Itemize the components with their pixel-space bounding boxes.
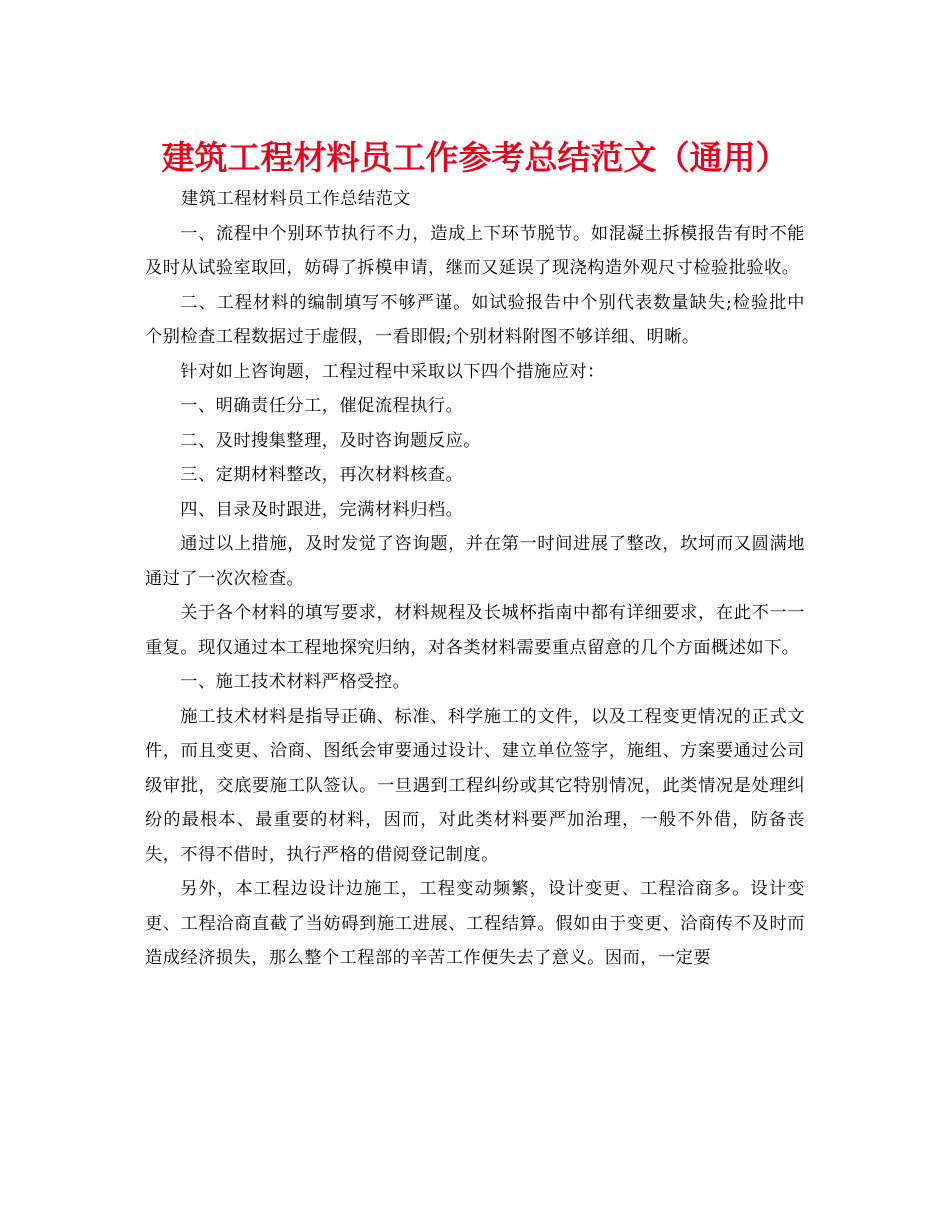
- paragraph: 通过以上措施，及时发觉了咨询题，并在第一时间进展了整改，坎坷而又圆满地通过了一次次检查。: [145, 534, 805, 589]
- document-title: 建筑工程材料员工作参考总结范文（通用）: [161, 138, 789, 177]
- paragraph: 针对如上咨询题，工程过程中采取以下四个措施应对：: [180, 361, 605, 382]
- paragraph: 四、目录及时跟进，完满材料归档。: [180, 499, 464, 520]
- paragraph: 施工技术材料是指导正确、标准、科学施工的文件，以及工程变更情况的正式文件，而且变更、洽商、图纸会审要通过设计、建立单位签字，施组、方案要通过公司级审批，交底要施工队签认。一旦遇到工程纠纷或其它特别情况，此类情况是处理纠纷的最根本、最重要的材料，因而，对此类材料要严加治理，一般不外借，防备丧失，不得不借时，执行严格的借阅登记制度。: [145, 706, 805, 865]
- paragraph: 关于各个材料的填写要求，材料规程及长城杯指南中都有详细要求，在此不一一重复。现仅通过本工程地探究归纳，对各类材料需要重点留意的几个方面概述如下。: [145, 603, 805, 658]
- paragraph: 一、流程中个别环节执行不力，造成上下环节脱节。如混凝土拆模报告有时不能及时从试验室取回，妨碍了拆模申请，继而又延误了现浇构造外观尺寸检验批验收。: [145, 223, 805, 278]
- paragraph: 另外，本工程边设计边施工，工程变动频繁，设计变更、工程洽商多。设计变更、工程洽商直截了当妨碍到施工进展、工程结算。假如由于变更、洽商传不及时而造成经济损失，那么整个工程部的辛苦工作便失去了意义。因而，一定要: [145, 879, 805, 968]
- paragraph: 二、及时搜集整理，及时咨询题反应。: [180, 430, 481, 451]
- document-subtitle: 建筑工程材料员工作总结范文: [181, 189, 411, 209]
- paragraph: 二、工程材料的编制填写不够严谨。如试验报告中个别代表数量缺失;检验批中个别检查工程数据过于虚假，一看即假;个别材料附图不够详细、明晰。: [145, 292, 805, 347]
- paragraph: 一、施工技术材料严格受控。: [180, 672, 411, 692]
- document-body: [145, 182, 805, 976]
- paragraph: 三、定期材料整改，再次材料核查。: [180, 465, 464, 485]
- paragraph: 一、明确责任分工，催促流程执行。: [180, 396, 464, 416]
